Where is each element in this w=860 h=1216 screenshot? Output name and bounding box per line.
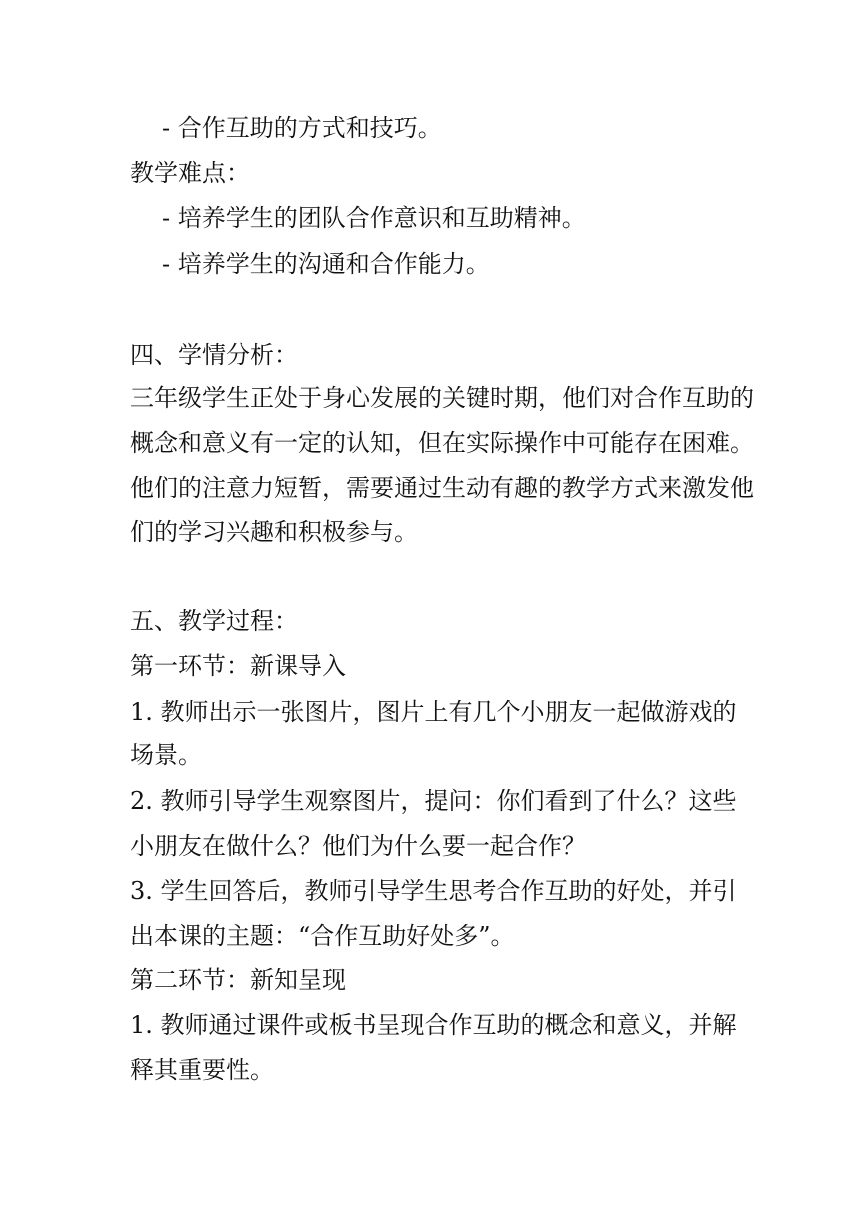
paragraph-line: 1. 教师出示一张图片，图片上有几个小朋友一起做游戏的 [130,698,737,726]
list-item-methods: - 合作互助的方式和技巧。 [162,114,442,142]
paragraph-line: 3. 学生回答后，教师引导学生思考合作互助的好处，并引 [130,877,737,905]
list-item-communication: - 培养学生的沟通和合作能力。 [162,250,490,278]
list-item-team-spirit: - 培养学生的团队合作意识和互助精神。 [162,204,586,232]
heading-teaching-difficulties: 教学难点： [130,159,250,187]
paragraph-line: 2. 教师引导学生观察图片，提问：你们看到了什么？这些 [130,787,737,815]
section-heading-teaching-process: 五、教学过程： [130,607,298,635]
paragraph-line: 三年级学生正处于身心发展的关键时期，他们对合作互助的 [130,384,754,412]
paragraph-line: 概念和意义有一定的认知，但在实际操作中可能存在困难。 [130,429,754,457]
subheading-new-knowledge: 第二环节：新知呈现 [130,966,346,994]
paragraph-line: 他们的注意力短暂，需要通过生动有趣的教学方式来激发他 [130,474,754,502]
paragraph-line: 们的学习兴趣和积极参与。 [130,518,418,546]
subheading-intro: 第一环节：新课导入 [130,652,346,680]
section-heading-student-analysis: 四、学情分析： [130,341,298,369]
paragraph-line: 场景。 [130,741,202,769]
paragraph-line: 小朋友在做什么？他们为什么要一起合作？ [130,832,586,860]
paragraph-line: 出本课的主题：“合作互助好处多”。 [130,922,515,950]
paragraph-line: 释其重要性。 [130,1056,274,1084]
paragraph-line: 1. 教师通过课件或板书呈现合作互助的概念和意义，并解 [130,1011,737,1039]
